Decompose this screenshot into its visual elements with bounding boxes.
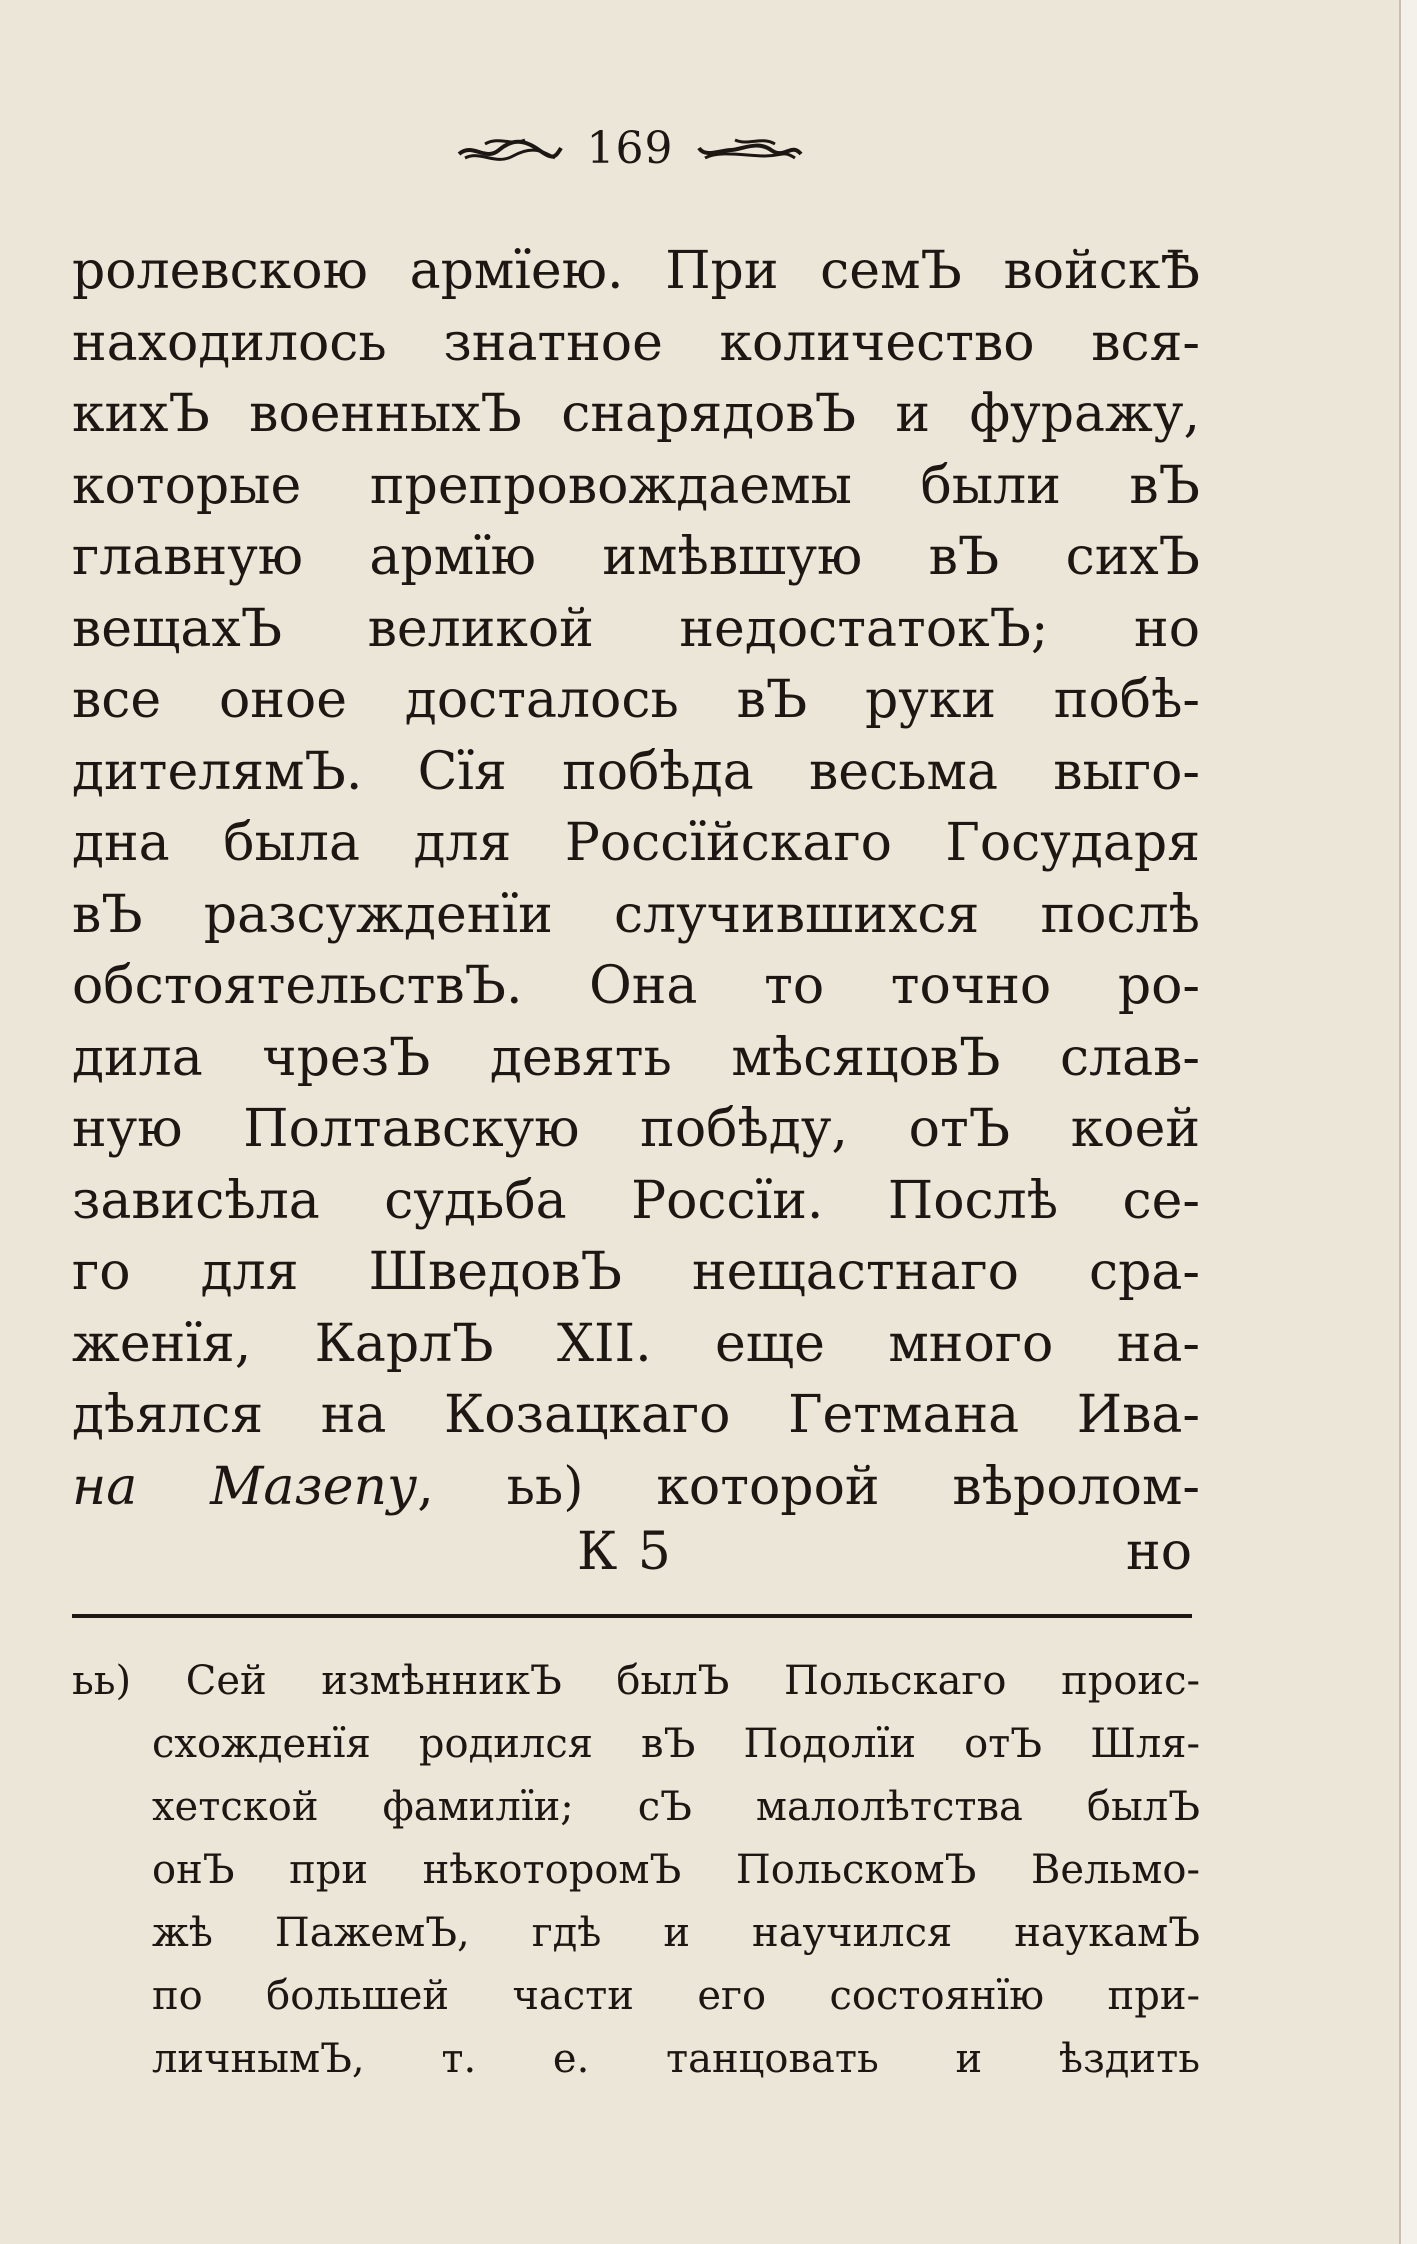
- footnote-line: хетской фамилїи; сЪ малолѣтства былЪ: [152, 1784, 1200, 1830]
- main-text: [72, 236, 1200, 1523]
- text-line: обстоятельствЪ. Она то точно ро-: [72, 956, 1200, 1016]
- footnote-line: личнымЪ, т. е. танцовать и ѣздить: [152, 2036, 1200, 2082]
- footnote-rule: [72, 1614, 1192, 1618]
- text-line-last: [72, 1452, 1200, 1524]
- text-line: находилось знатное количество вся-: [72, 312, 1200, 373]
- catchword: но: [1126, 1522, 1192, 1582]
- text-line: го для ШведовЪ нещастнаго сра-: [72, 1242, 1200, 1302]
- text-line: ную Полтавскую побѣду, отЪ коей: [72, 1099, 1200, 1159]
- italic-name: на Мазепу: [72, 1456, 418, 1517]
- signature-row: [72, 1522, 1200, 1594]
- text-line: дѣялся на Козацкаго Гетмана Ива-: [72, 1385, 1200, 1445]
- text-line: все оное досталось вЪ руки побѣ-: [72, 670, 1200, 730]
- right-ornament-icon: [695, 128, 805, 168]
- text-line: дителямЪ. Сїя побѣда весьма выго-: [72, 741, 1200, 802]
- footnote-line: ьь) Сей измѣнникЪ былЪ Польскаго проис-: [72, 1658, 1200, 1704]
- page-edge: [1399, 0, 1417, 2244]
- footnote-line: онЪ при нѣкоторомЪ ПольскомЪ Вельмо-: [152, 1847, 1200, 1893]
- text-line: вЪ разсужденїи случившихся послѣ: [72, 884, 1200, 945]
- footnote-line: схожденїя родился вЪ Подолїи отЪ Шля-: [152, 1721, 1200, 1767]
- text-line: дна была для Россїйскаго Государя: [72, 813, 1200, 873]
- footnote: [72, 1650, 1200, 2091]
- text-line: ролевскою армїею. При семЪ войскѢ: [72, 241, 1200, 301]
- footnote-line: по большей части его состоянїю при-: [152, 1973, 1200, 2019]
- text-line: кихЪ военныхЪ снарядовЪ и фуражу,: [72, 384, 1200, 444]
- page-header: [420, 118, 840, 178]
- text-line: женїя, КарлЪ XII. еще много на-: [72, 1313, 1200, 1374]
- text-line: которые препровождаемы были вЪ: [72, 455, 1200, 516]
- left-ornament-icon: [455, 128, 565, 168]
- footnote-line: жѣ ПажемЪ, гдѣ и научился наукамЪ: [152, 1910, 1200, 1956]
- page-number: 169: [586, 122, 674, 174]
- text-line: дила чрезЪ девять мѣсяцовЪ слав-: [72, 1027, 1200, 1088]
- text-line: вещахЪ великой недостатокЪ; но: [72, 598, 1200, 659]
- text-line: зависѣла судьба Россїи. Послѣ се-: [72, 1170, 1200, 1231]
- line-remainder: , ьь) которой вѣролом-: [417, 1456, 1200, 1517]
- signature-mark: К 5: [577, 1522, 673, 1582]
- text-line: главную армїю имѣвшую вЪ сихЪ: [72, 527, 1200, 587]
